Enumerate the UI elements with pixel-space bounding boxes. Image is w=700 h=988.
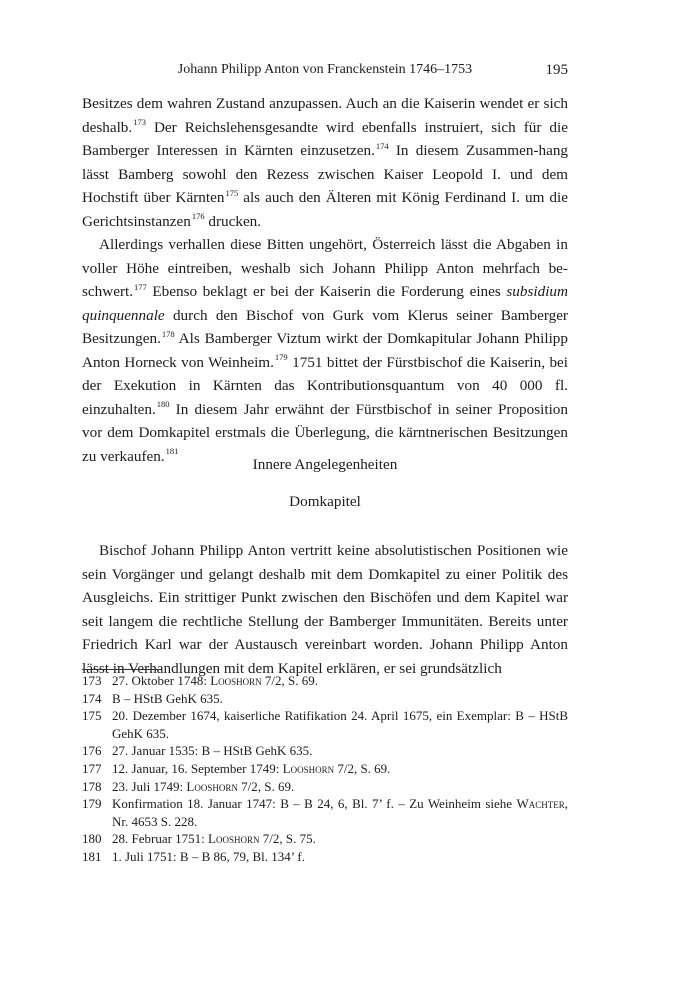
footnote: [82, 795, 568, 830]
footnote-segment: 27. Oktober 1748:: [112, 673, 211, 688]
footnote: [82, 742, 568, 760]
main-text: [82, 92, 568, 468]
footnote-segment: 20. Dezember 1674, kaiserliche Ratifikation 24. April 1675, ein Exemplar: B – HStB GehK 635.: [112, 708, 568, 741]
page-number: 195: [545, 62, 568, 78]
section-text: [82, 539, 568, 680]
footnote: [82, 778, 568, 796]
footnote-number: 181: [82, 848, 102, 864]
footnote-segment: 27. Januar 1535: B – HStB GehK 635.: [112, 743, 313, 759]
italic-term: subsidium quinquennale: [82, 283, 568, 324]
footnote-number: 174: [82, 690, 102, 706]
text-segment: Als Bamberger Viztum wirkt der Domkapitular Johann Philipp Anton Horneck von Weinheim.: [82, 330, 568, 371]
footnote: [82, 707, 568, 742]
author-name: Wachter: [516, 796, 565, 812]
footnote-number: 179: [82, 796, 102, 812]
author-name: Looshorn: [208, 831, 260, 847]
footnote-ref: 181: [165, 446, 179, 457]
footnote-number: 180: [82, 831, 102, 847]
footnote: [82, 830, 568, 848]
text-segment: Ebenso beklagt er bei der Kaiserin die Forderung eines: [146, 283, 507, 300]
paragraph-1: [82, 92, 568, 233]
footnote: [82, 672, 568, 690]
footnote-ref: 179: [274, 352, 288, 363]
footnote-ref: 178: [161, 328, 175, 339]
text-segment: In diesem Jahr erwähnt der Fürstbischof in seiner Proposition vor dem Domkapitel erstmals die Überlegung, die kärntnerischen Besitzungen zu verkaufen.: [82, 400, 568, 465]
text-segment: als auch den Älteren mit König Ferdinand I. um die Gerichtsinstanzen: [82, 189, 568, 230]
page-header: [82, 58, 568, 82]
text-segment: Der Reichslehensgesandte wird ebenfalls instruiert, sich für die Bamberger Interessen in Kärnten einzusetzen.: [82, 118, 568, 159]
running-title: Johann Philipp Anton von Franckenstein 1746–1753: [177, 62, 473, 77]
author-name: Looshorn: [282, 760, 335, 776]
text-segment: Besitzes dem wahren Zustand anzupassen. Auch an die Kaiserin wendet er sich deshalb.: [82, 95, 568, 136]
text-segment: 1751 bittet der Fürstbischof die Kaiserin, bei der Exekution in Kärnten das Kontributionsquantum von 40 000 fl. einzuhalten.: [82, 353, 568, 418]
footnote-text: [112, 672, 568, 690]
paragraph-3: Bischof Johann Philipp Anton vertritt keine absolutistischen Positionen wie sein Vorgänger und gelangt deshalb mit dem Domkapitel zu einer Politik des Ausgleichs. Ein strittiger Punkt zwischen den Bischöfen und dem Kapitel war seit langem die rechtliche Stellung der Bamberger Immunitäten. Bereits unter Friedrich Karl war der Austausch vereinbart worden. Johann Philipp Anton lässt in Verhandlungen mit dem Kapitel erklären, er sei grundsätzlich: [82, 542, 568, 677]
text-segment: In diesem Zusammen-hang lässt Bamberg sowohl den Rezess zwischen Kaiser Leopold I. und dem Hochstift über Kärnten: [82, 142, 569, 206]
text-segment: drucken.: [204, 212, 262, 230]
footnote-segment: 1. Juli 1751: B – B 86, 79, Bl. 134’ f.: [112, 848, 305, 864]
footnote-text: [112, 760, 568, 778]
footnote-segment: 7/2, S. 69.: [261, 673, 319, 688]
footnote-segment: 28. Februar 1751:: [112, 831, 209, 847]
footnote-number: 173: [82, 673, 102, 688]
author-name: Looshorn: [210, 673, 262, 688]
author-name: Looshorn: [186, 778, 238, 794]
text-segment: Allerdings verhallen diese Bitten ungehört, Österreich lässt die Abgaben in voller Höhe eintreiben, weshalb sich Johann Philipp Anton mehrfach be-schwert.: [82, 236, 568, 300]
paragraph-2: [82, 233, 568, 468]
footnote-ref: 180: [156, 399, 170, 410]
footnote-text: [112, 830, 568, 848]
footnote: [82, 690, 568, 708]
footnote-number: 176: [82, 743, 102, 759]
footnote-segment: Konfirmation 18. Januar 1747: B – B 24, 6, Bl. 7’ f. – Zu Weinheim siehe: [112, 796, 517, 812]
footnotes: [82, 672, 568, 866]
footnote-ref: 175: [225, 187, 239, 198]
footnote-ref: 177: [134, 281, 147, 292]
footnote-divider: [82, 669, 162, 670]
footnote-segment: 7/2, S. 69.: [237, 778, 295, 794]
footnote-ref: 174: [375, 140, 389, 151]
footnote-text: [112, 690, 568, 708]
footnote-number: 178: [82, 778, 102, 794]
footnote-ref: 176: [191, 211, 205, 222]
footnote: [82, 848, 568, 866]
footnote-text: [112, 778, 568, 796]
footnote-segment: , Nr. 4653 S. 228.: [112, 796, 568, 829]
footnote-segment: B – HStB GehK 635.: [112, 690, 223, 706]
footnote-segment: 12. Januar, 16. September 1749:: [112, 760, 283, 776]
footnote-number: 177: [82, 760, 102, 776]
footnote-number: 175: [82, 708, 102, 724]
footnote-ref: 173: [133, 117, 146, 128]
text-segment: durch den Bischof von Gurk vom Klerus seiner Bamberger Besitzungen.: [82, 306, 568, 347]
footnote-segment: 7/2, S. 75.: [259, 831, 316, 847]
footnote: [82, 760, 568, 778]
footnote-text: [112, 848, 568, 866]
footnote-segment: 7/2, S. 69.: [334, 760, 391, 776]
section-heading: Innere Angelegenheiten: [252, 456, 398, 473]
footnote-text: [112, 707, 568, 742]
subsection-heading: Domkapitel: [289, 493, 361, 510]
footnote-text: [112, 742, 568, 760]
footnote-text: [112, 795, 568, 830]
footnote-segment: 23. Juli 1749:: [112, 778, 187, 794]
